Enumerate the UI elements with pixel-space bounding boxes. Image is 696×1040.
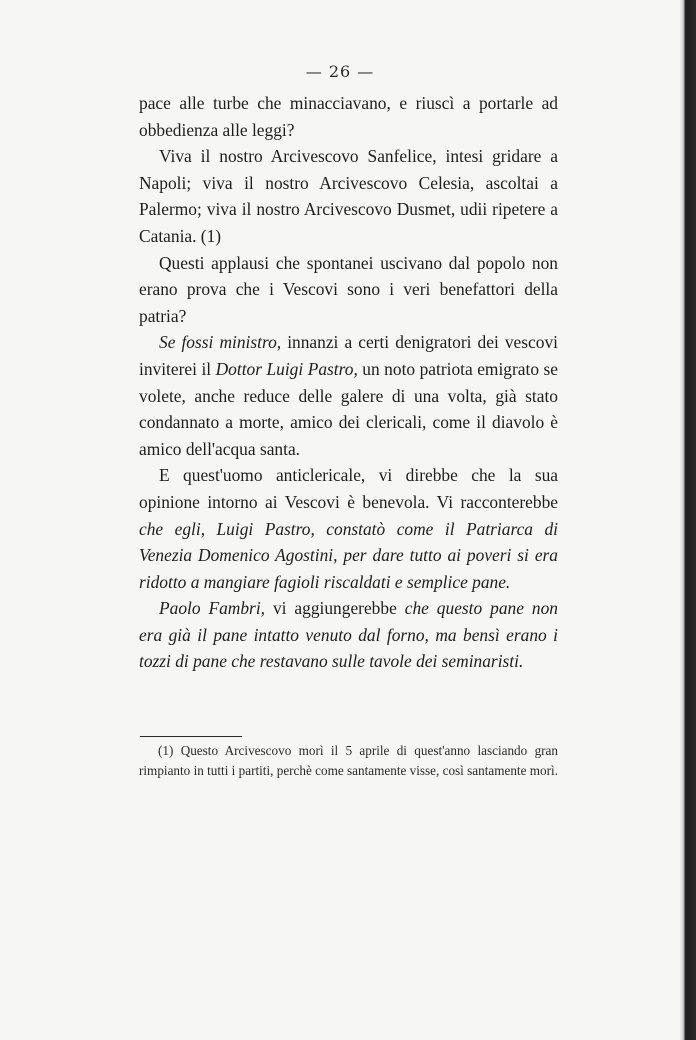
text-run: E quest'uomo anticlericale, vi direbbe che la sua opinione intorno ai Vescovi è benevola. Vi racconterebbe xyxy=(139,465,558,512)
footnote-text: (1) Questo Arcivescovo morì il 5 aprile di quest'anno lasciando gran rimpianto in tutti i partiti, perchè come santamente visse, così santamente morì. xyxy=(139,743,558,778)
italic-phrase: Se fossi ministro, xyxy=(159,332,282,353)
text-run: vi aggiungerebbe xyxy=(265,598,405,619)
footnote xyxy=(139,741,558,781)
page-number: — 26 — xyxy=(305,62,375,81)
body-text xyxy=(139,90,558,675)
paragraph-3: Questi applausi che spontanei uscivano dal popolo non erano prova che i Vescovi sono i veri benefattori della patria? xyxy=(139,252,558,326)
text-run: un noto patriota emigrato se volete, anche reduce delle galere di una volta, già stato condannato a morte, amico dei clericali, come il diavolo è amico dell'acqua santa. xyxy=(139,358,558,459)
italic-phrase: che egli, Luigi Pastro, constatò come il Patriarca di Venezia Domenico Agostini, per dare tutto ai poveri si era ridotto a mangiare fagioli riscaldati e semplice pane. xyxy=(139,518,558,592)
paragraph-4 xyxy=(139,329,558,462)
paragraph-2: Viva il nostro Arcivescovo Sanfelice, intesi gridare a Napoli; viva il nostro Arcivescovo Celesia, ascoltai a Palermo; viva il nostro Arcivescovo Dusmet, udii ripetere a Catania. (1) xyxy=(139,146,558,246)
footnote-divider xyxy=(140,736,242,737)
italic-phrase: Dottor Luigi Pastro, xyxy=(215,358,358,379)
text-run: innanzi a certi denigratori dei vescovi inviterei il xyxy=(139,332,558,379)
paragraph-1: pace alle turbe che minacciavano, e riuscì a portarle ad obbedienza alle leggi? xyxy=(139,93,558,140)
italic-phrase: che questo pane non era già il pane intatto venuto dal forno, ma bensì erano i tozzi di pane che restavano sulle tavole dei seminaristi. xyxy=(139,598,558,672)
book-binding-edge xyxy=(680,0,696,1040)
paragraph-6 xyxy=(139,595,558,675)
italic-phrase: Paolo Fambri, xyxy=(159,598,266,619)
paragraph-5 xyxy=(139,462,558,595)
